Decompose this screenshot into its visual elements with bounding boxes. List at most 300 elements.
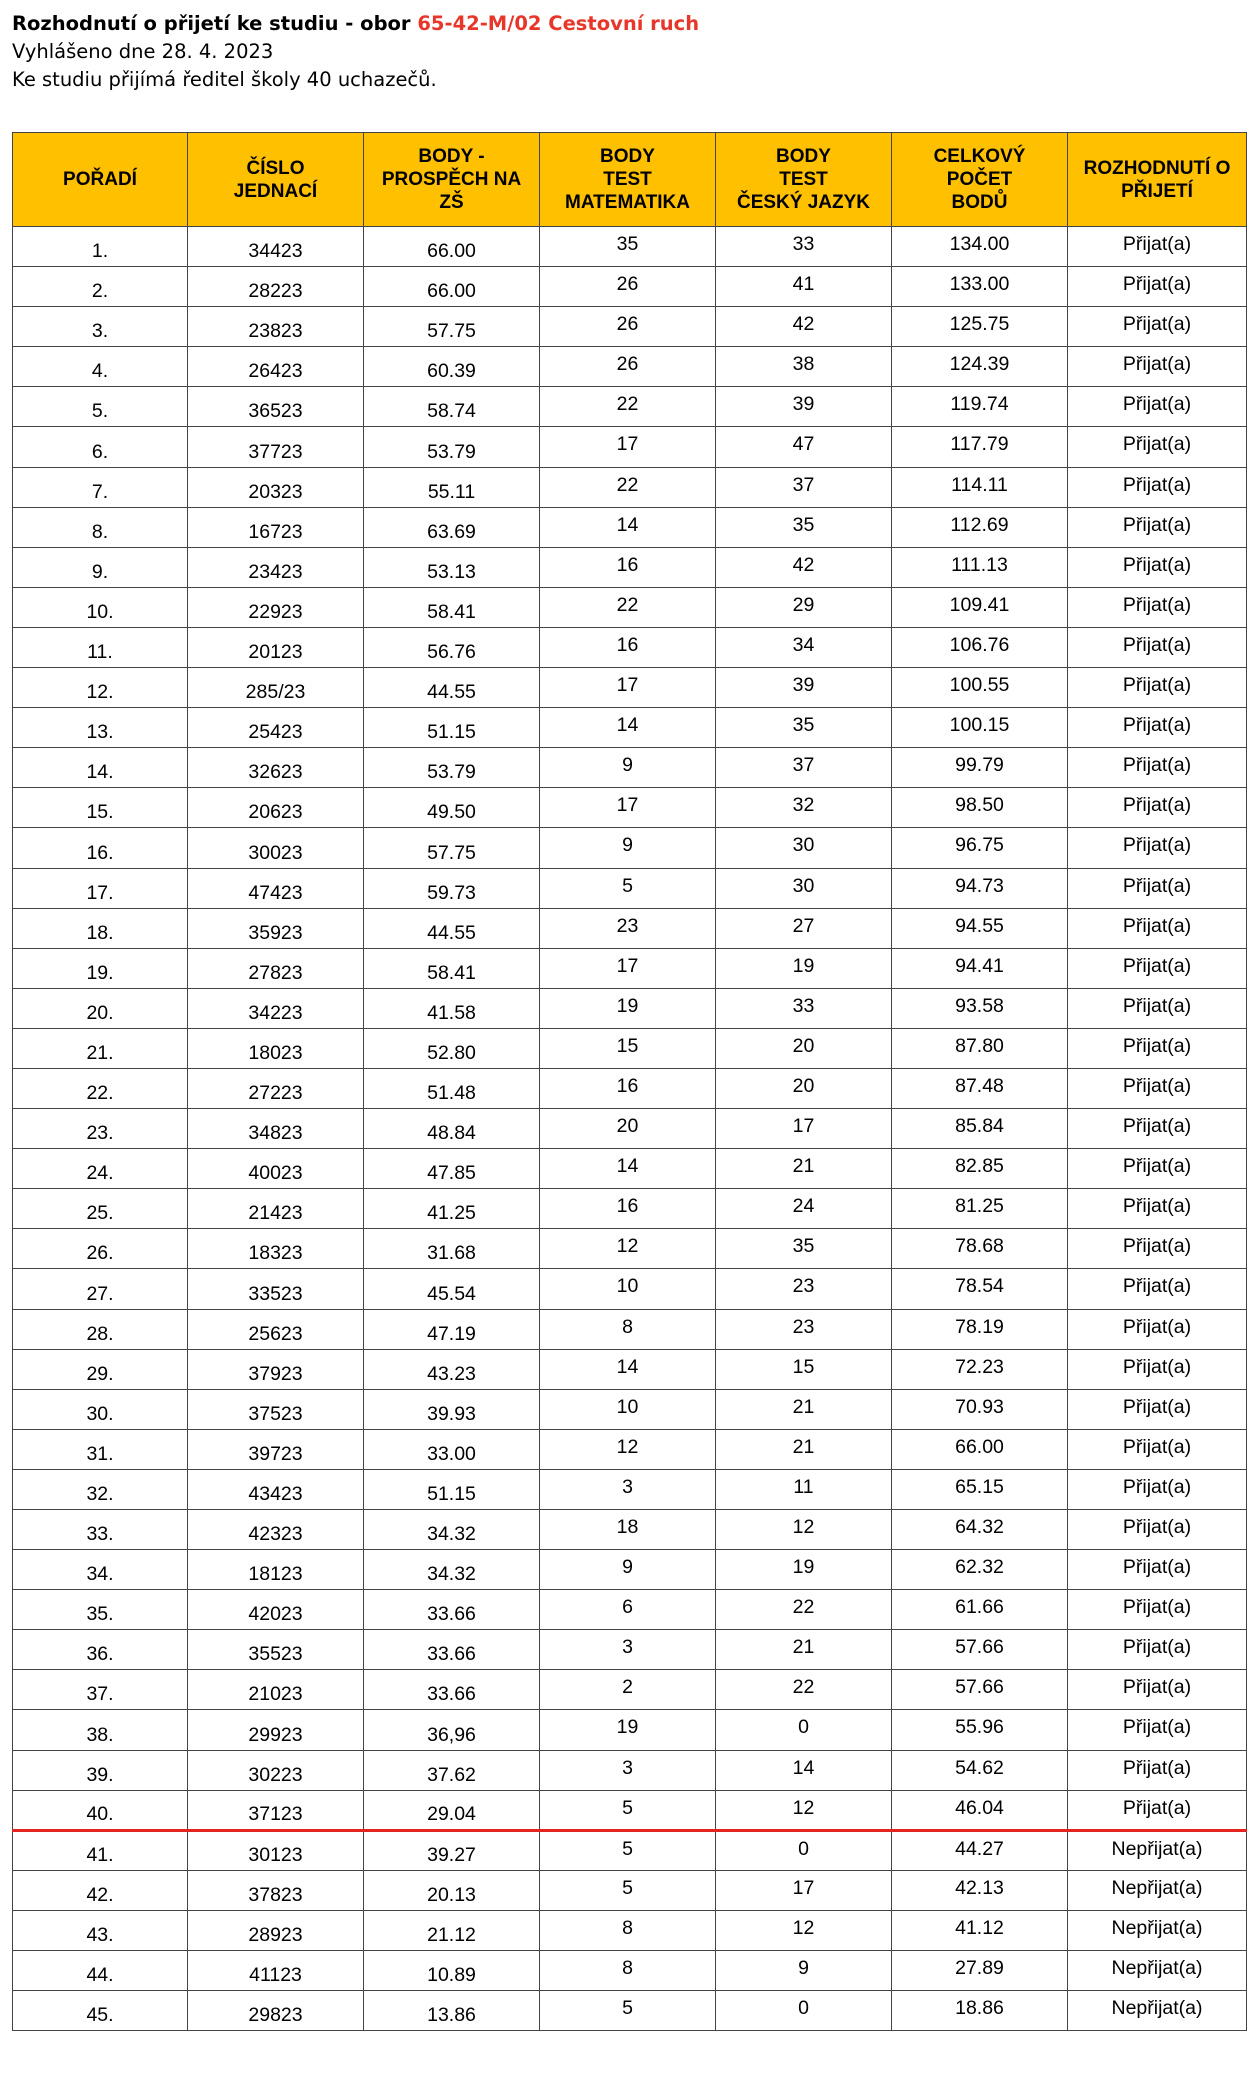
column-header-line: ČESKÝ JAZYK — [736, 192, 871, 213]
cell-admission-decision: Přijat(a) — [1068, 1109, 1247, 1149]
cell-math-test-points: 14 — [540, 1349, 716, 1389]
cell-czech-test-points: 47 — [716, 427, 892, 467]
cell-total-points: 119.74 — [892, 387, 1068, 427]
cell-reference-number: 23823 — [188, 307, 364, 347]
column-header-line: PŘIJETÍ — [1121, 180, 1193, 202]
cell-school-grades-points: 21.12 — [364, 1910, 540, 1950]
cell-admission-decision: Přijat(a) — [1068, 1028, 1247, 1068]
cell-math-test-points: 20 — [540, 1109, 716, 1149]
cell-school-grades-points: 48.84 — [364, 1109, 540, 1149]
table-row — [13, 427, 1247, 467]
column-header-reference-number — [188, 133, 364, 227]
cell-reference-number: 39723 — [188, 1429, 364, 1469]
cell-total-points: 61.66 — [892, 1590, 1068, 1630]
cell-rank: 18. — [13, 908, 188, 948]
cell-total-points: 106.76 — [892, 627, 1068, 667]
cell-rank: 38. — [13, 1710, 188, 1750]
cell-rank: 25. — [13, 1189, 188, 1229]
cell-admission-decision: Přijat(a) — [1068, 948, 1247, 988]
cell-czech-test-points: 19 — [716, 1550, 892, 1590]
table-row — [13, 1670, 1247, 1710]
cell-reference-number: 27823 — [188, 948, 364, 988]
cell-school-grades-points: 66.00 — [364, 267, 540, 307]
table-row — [13, 1028, 1247, 1068]
cell-czech-test-points: 32 — [716, 788, 892, 828]
announcement-date: Vyhlášeno dne 28. 4. 2023 — [12, 40, 274, 63]
cell-school-grades-points: 58.74 — [364, 387, 540, 427]
cell-total-points: 57.66 — [892, 1670, 1068, 1710]
cell-total-points: 125.75 — [892, 307, 1068, 347]
table-body — [13, 227, 1247, 2031]
cell-reference-number: 18123 — [188, 1550, 364, 1590]
cell-rank: 17. — [13, 868, 188, 908]
column-header-school-grades-points — [364, 133, 540, 227]
cell-admission-decision: Přijat(a) — [1068, 1670, 1247, 1710]
cell-math-test-points: 14 — [540, 507, 716, 547]
cell-czech-test-points: 12 — [716, 1510, 892, 1550]
cell-rank: 31. — [13, 1429, 188, 1469]
cell-rank: 8. — [13, 507, 188, 547]
cell-school-grades-points: 13.86 — [364, 1991, 540, 2031]
cell-school-grades-points: 44.55 — [364, 668, 540, 708]
cell-rank: 21. — [13, 1028, 188, 1068]
cell-math-test-points: 10 — [540, 1269, 716, 1309]
cell-admission-decision: Přijat(a) — [1068, 1269, 1247, 1309]
table-row — [13, 1429, 1247, 1469]
column-header-math-test-points — [540, 133, 716, 227]
column-header-line: POŘADÍ — [63, 169, 137, 190]
cell-czech-test-points: 20 — [716, 1068, 892, 1108]
cell-admission-decision: Přijat(a) — [1068, 868, 1247, 908]
cell-rank: 11. — [13, 627, 188, 667]
field-code: 65-42-M/02 Cestovní ruch — [417, 12, 700, 35]
cell-school-grades-points: 33.00 — [364, 1429, 540, 1469]
cell-school-grades-points: 52.80 — [364, 1028, 540, 1068]
cell-czech-test-points: 39 — [716, 668, 892, 708]
cell-math-test-points: 22 — [540, 587, 716, 627]
cell-rank: 42. — [13, 1870, 188, 1910]
cell-rank: 6. — [13, 427, 188, 467]
cell-admission-decision: Přijat(a) — [1068, 1510, 1247, 1550]
cell-total-points: 78.68 — [892, 1229, 1068, 1269]
admission-capacity: Ke studiu přijímá ředitel školy 40 uchazečů. — [12, 68, 437, 91]
cell-school-grades-points: 49.50 — [364, 788, 540, 828]
cell-reference-number: 32623 — [188, 748, 364, 788]
cell-czech-test-points: 23 — [716, 1309, 892, 1349]
cell-total-points: 78.54 — [892, 1269, 1068, 1309]
cell-total-points: 41.12 — [892, 1910, 1068, 1950]
cell-math-test-points: 18 — [540, 1510, 716, 1550]
table-row — [13, 868, 1247, 908]
cell-school-grades-points: 51.48 — [364, 1068, 540, 1108]
table-row — [13, 1991, 1247, 2031]
cell-admission-decision: Přijat(a) — [1068, 547, 1247, 587]
table-row — [13, 668, 1247, 708]
cell-total-points: 100.55 — [892, 668, 1068, 708]
table-row — [13, 1510, 1247, 1550]
cell-admission-decision: Přijat(a) — [1068, 708, 1247, 748]
cell-czech-test-points: 14 — [716, 1750, 892, 1790]
cell-reference-number: 41123 — [188, 1951, 364, 1991]
cell-reference-number: 30223 — [188, 1750, 364, 1790]
column-header-line: TEST — [779, 169, 828, 190]
cell-czech-test-points: 21 — [716, 1429, 892, 1469]
cell-czech-test-points: 9 — [716, 1951, 892, 1991]
table-row — [13, 1830, 1247, 1870]
cell-rank: 2. — [13, 267, 188, 307]
cell-rank: 9. — [13, 547, 188, 587]
cell-math-test-points: 16 — [540, 547, 716, 587]
cell-admission-decision: Přijat(a) — [1068, 1189, 1247, 1229]
table-row — [13, 1109, 1247, 1149]
cell-rank: 44. — [13, 1951, 188, 1991]
cell-school-grades-points: 58.41 — [364, 948, 540, 988]
cell-total-points: 94.73 — [892, 868, 1068, 908]
cell-czech-test-points: 37 — [716, 748, 892, 788]
cell-czech-test-points: 24 — [716, 1189, 892, 1229]
table-row — [13, 1790, 1247, 1830]
cell-czech-test-points: 12 — [716, 1790, 892, 1830]
cell-admission-decision: Přijat(a) — [1068, 668, 1247, 708]
cell-czech-test-points: 33 — [716, 988, 892, 1028]
cell-reference-number: 34823 — [188, 1109, 364, 1149]
cell-math-test-points: 22 — [540, 387, 716, 427]
cell-school-grades-points: 37.62 — [364, 1750, 540, 1790]
cell-reference-number: 47423 — [188, 868, 364, 908]
cell-total-points: 87.48 — [892, 1068, 1068, 1108]
cell-math-test-points: 3 — [540, 1469, 716, 1509]
cell-math-test-points: 16 — [540, 1189, 716, 1229]
cell-czech-test-points: 19 — [716, 948, 892, 988]
table-row — [13, 387, 1247, 427]
table-row — [13, 748, 1247, 788]
table-row — [13, 507, 1247, 547]
cell-admission-decision: Přijat(a) — [1068, 1229, 1247, 1269]
cell-school-grades-points: 39.93 — [364, 1389, 540, 1429]
cell-math-test-points: 5 — [540, 1991, 716, 2031]
cell-school-grades-points: 36,96 — [364, 1710, 540, 1750]
cell-rank: 45. — [13, 1991, 188, 2031]
cell-rank: 13. — [13, 708, 188, 748]
cell-total-points: 81.25 — [892, 1189, 1068, 1229]
cell-rank: 16. — [13, 828, 188, 868]
cell-school-grades-points: 31.68 — [364, 1229, 540, 1269]
cell-rank: 36. — [13, 1630, 188, 1670]
cell-admission-decision: Přijat(a) — [1068, 467, 1247, 507]
cell-rank: 33. — [13, 1510, 188, 1550]
cell-reference-number: 42323 — [188, 1510, 364, 1550]
cell-total-points: 117.79 — [892, 427, 1068, 467]
cell-reference-number: 25423 — [188, 708, 364, 748]
cell-total-points: 124.39 — [892, 347, 1068, 387]
cell-reference-number: 21023 — [188, 1670, 364, 1710]
cell-total-points: 70.93 — [892, 1389, 1068, 1429]
cell-math-test-points: 10 — [540, 1389, 716, 1429]
cell-admission-decision: Přijat(a) — [1068, 788, 1247, 828]
cell-czech-test-points: 35 — [716, 1229, 892, 1269]
cell-reference-number: 37923 — [188, 1349, 364, 1389]
cell-reference-number: 42023 — [188, 1590, 364, 1630]
cell-czech-test-points: 0 — [716, 1830, 892, 1870]
column-header-line: BODY — [776, 146, 831, 167]
cell-math-test-points: 17 — [540, 668, 716, 708]
cell-rank: 40. — [13, 1790, 188, 1830]
cell-school-grades-points: 66.00 — [364, 227, 540, 267]
cell-math-test-points: 5 — [540, 868, 716, 908]
cell-reference-number: 285/23 — [188, 668, 364, 708]
cell-admission-decision: Přijat(a) — [1068, 347, 1247, 387]
table-row — [13, 1189, 1247, 1229]
table-row — [13, 1710, 1247, 1750]
cell-rank: 22. — [13, 1068, 188, 1108]
cell-reference-number: 43423 — [188, 1469, 364, 1509]
cell-math-test-points: 5 — [540, 1870, 716, 1910]
cell-czech-test-points: 35 — [716, 507, 892, 547]
cell-admission-decision: Přijat(a) — [1068, 1068, 1247, 1108]
cell-rank: 10. — [13, 587, 188, 627]
cell-admission-decision: Přijat(a) — [1068, 1710, 1247, 1750]
cell-reference-number: 37523 — [188, 1389, 364, 1429]
cell-reference-number: 34423 — [188, 227, 364, 267]
cell-admission-decision: Nepřijat(a) — [1068, 1951, 1247, 1991]
cell-rank: 24. — [13, 1149, 188, 1189]
cell-czech-test-points: 29 — [716, 587, 892, 627]
cell-reference-number: 34223 — [188, 988, 364, 1028]
table-header-row — [13, 133, 1247, 227]
cell-admission-decision: Přijat(a) — [1068, 507, 1247, 547]
cell-rank: 29. — [13, 1349, 188, 1389]
table-row — [13, 1349, 1247, 1389]
table-row — [13, 1229, 1247, 1269]
cell-school-grades-points: 41.58 — [364, 988, 540, 1028]
column-header-line: POČET — [946, 169, 1013, 190]
cell-math-test-points: 17 — [540, 427, 716, 467]
cell-total-points: 133.00 — [892, 267, 1068, 307]
cell-math-test-points: 3 — [540, 1750, 716, 1790]
column-header-rank — [13, 133, 188, 227]
cell-admission-decision: Přijat(a) — [1068, 1149, 1247, 1189]
cell-reference-number: 25623 — [188, 1309, 364, 1349]
table-row — [13, 347, 1247, 387]
cell-total-points: 44.27 — [892, 1830, 1068, 1870]
cell-reference-number: 16723 — [188, 507, 364, 547]
cell-math-test-points: 17 — [540, 788, 716, 828]
cell-math-test-points: 26 — [540, 347, 716, 387]
cell-czech-test-points: 38 — [716, 347, 892, 387]
cell-rank: 15. — [13, 788, 188, 828]
cell-reference-number: 23423 — [188, 547, 364, 587]
cell-school-grades-points: 60.39 — [364, 347, 540, 387]
cell-school-grades-points: 33.66 — [364, 1630, 540, 1670]
cell-rank: 26. — [13, 1229, 188, 1269]
cell-math-test-points: 23 — [540, 908, 716, 948]
table-row — [13, 467, 1247, 507]
cell-math-test-points: 6 — [540, 1590, 716, 1630]
table-row — [13, 1068, 1247, 1108]
cell-total-points: 109.41 — [892, 587, 1068, 627]
cell-school-grades-points: 56.76 — [364, 627, 540, 667]
table-row — [13, 708, 1247, 748]
cell-total-points: 111.13 — [892, 547, 1068, 587]
cell-reference-number: 26423 — [188, 347, 364, 387]
cell-total-points: 85.84 — [892, 1109, 1068, 1149]
cell-admission-decision: Přijat(a) — [1068, 587, 1247, 627]
column-header-line: PROSPĚCH NA — [381, 169, 522, 190]
cell-total-points: 66.00 — [892, 1429, 1068, 1469]
table-row — [13, 1269, 1247, 1309]
cell-rank: 19. — [13, 948, 188, 988]
cell-school-grades-points: 53.79 — [364, 427, 540, 467]
cell-rank: 23. — [13, 1109, 188, 1149]
cell-admission-decision: Nepřijat(a) — [1068, 1991, 1247, 2031]
cell-czech-test-points: 34 — [716, 627, 892, 667]
cell-reference-number: 28223 — [188, 267, 364, 307]
cell-math-test-points: 9 — [540, 828, 716, 868]
cell-reference-number: 18323 — [188, 1229, 364, 1269]
page-title — [12, 10, 699, 38]
cell-total-points: 72.23 — [892, 1349, 1068, 1389]
cell-total-points: 78.19 — [892, 1309, 1068, 1349]
cell-math-test-points: 5 — [540, 1830, 716, 1870]
cell-math-test-points: 15 — [540, 1028, 716, 1068]
cell-reference-number: 35923 — [188, 908, 364, 948]
cell-admission-decision: Přijat(a) — [1068, 908, 1247, 948]
cell-admission-decision: Přijat(a) — [1068, 1550, 1247, 1590]
cell-admission-decision: Přijat(a) — [1068, 1630, 1247, 1670]
cell-czech-test-points: 15 — [716, 1349, 892, 1389]
cell-czech-test-points: 0 — [716, 1991, 892, 2031]
table-row — [13, 788, 1247, 828]
table-row — [13, 988, 1247, 1028]
cell-total-points: 64.32 — [892, 1510, 1068, 1550]
cell-czech-test-points: 11 — [716, 1469, 892, 1509]
cell-total-points: 96.75 — [892, 828, 1068, 868]
cell-admission-decision: Přijat(a) — [1068, 1349, 1247, 1389]
cell-math-test-points: 16 — [540, 1068, 716, 1108]
cell-reference-number: 40023 — [188, 1149, 364, 1189]
cell-reference-number: 37823 — [188, 1870, 364, 1910]
cell-math-test-points: 19 — [540, 988, 716, 1028]
title-prefix: Rozhodnutí o přijetí ke studiu - obor — [12, 12, 418, 35]
table-row — [13, 227, 1247, 267]
cell-total-points: 93.58 — [892, 988, 1068, 1028]
cell-admission-decision: Přijat(a) — [1068, 627, 1247, 667]
cell-reference-number: 20323 — [188, 467, 364, 507]
cell-rank: 20. — [13, 988, 188, 1028]
column-header-admission-decision — [1068, 133, 1247, 227]
cell-czech-test-points: 33 — [716, 227, 892, 267]
cell-school-grades-points: 29.04 — [364, 1790, 540, 1830]
cell-math-test-points: 14 — [540, 708, 716, 748]
cell-school-grades-points: 33.66 — [364, 1590, 540, 1630]
cell-math-test-points: 16 — [540, 627, 716, 667]
document-header — [12, 10, 699, 94]
cell-math-test-points: 12 — [540, 1229, 716, 1269]
cell-rank: 1. — [13, 227, 188, 267]
column-header-total-points — [892, 133, 1068, 227]
cell-reference-number: 18023 — [188, 1028, 364, 1068]
cell-czech-test-points: 22 — [716, 1670, 892, 1710]
cell-total-points: 57.66 — [892, 1630, 1068, 1670]
cell-total-points: 62.32 — [892, 1550, 1068, 1590]
cell-admission-decision: Přijat(a) — [1068, 387, 1247, 427]
cell-math-test-points: 26 — [540, 267, 716, 307]
cell-admission-decision: Přijat(a) — [1068, 828, 1247, 868]
column-header-line: ROZHODNUTÍ O — [1083, 157, 1231, 179]
cell-school-grades-points: 59.73 — [364, 868, 540, 908]
cell-admission-decision: Přijat(a) — [1068, 307, 1247, 347]
cell-reference-number: 30023 — [188, 828, 364, 868]
cell-admission-decision: Přijat(a) — [1068, 1469, 1247, 1509]
cell-reference-number: 20623 — [188, 788, 364, 828]
cell-admission-decision: Přijat(a) — [1068, 1750, 1247, 1790]
cell-rank: 30. — [13, 1389, 188, 1429]
cell-admission-decision: Přijat(a) — [1068, 227, 1247, 267]
column-header-line: BODY - — [418, 146, 485, 167]
cell-reference-number: 30123 — [188, 1830, 364, 1870]
table-row — [13, 627, 1247, 667]
cell-school-grades-points: 39.27 — [364, 1830, 540, 1870]
table-row — [13, 1870, 1247, 1910]
cell-rank: 7. — [13, 467, 188, 507]
cell-czech-test-points: 39 — [716, 387, 892, 427]
column-header-line: BODŮ — [951, 192, 1008, 213]
cell-rank: 43. — [13, 1910, 188, 1950]
cell-total-points: 27.89 — [892, 1951, 1068, 1991]
cell-reference-number: 36523 — [188, 387, 364, 427]
column-header-line: JEDNACÍ — [233, 180, 318, 202]
cell-rank: 32. — [13, 1469, 188, 1509]
cell-czech-test-points: 37 — [716, 467, 892, 507]
table-row — [13, 267, 1247, 307]
cell-math-test-points: 14 — [540, 1149, 716, 1189]
cell-school-grades-points: 33.66 — [364, 1670, 540, 1710]
cell-school-grades-points: 41.25 — [364, 1189, 540, 1229]
cell-school-grades-points: 53.13 — [364, 547, 540, 587]
cell-rank: 28. — [13, 1309, 188, 1349]
cell-rank: 3. — [13, 307, 188, 347]
cell-reference-number: 29923 — [188, 1710, 364, 1750]
cell-total-points: 99.79 — [892, 748, 1068, 788]
cell-czech-test-points: 20 — [716, 1028, 892, 1068]
table-row — [13, 1550, 1247, 1590]
cell-school-grades-points: 51.15 — [364, 1469, 540, 1509]
cell-rank: 34. — [13, 1550, 188, 1590]
cell-rank: 5. — [13, 387, 188, 427]
table-row — [13, 547, 1247, 587]
cell-school-grades-points: 45.54 — [364, 1269, 540, 1309]
cell-admission-decision: Nepřijat(a) — [1068, 1870, 1247, 1910]
cell-admission-decision: Přijat(a) — [1068, 1429, 1247, 1469]
cell-czech-test-points: 42 — [716, 307, 892, 347]
cell-reference-number: 29823 — [188, 1991, 364, 2031]
cell-math-test-points: 22 — [540, 467, 716, 507]
cell-admission-decision: Přijat(a) — [1068, 267, 1247, 307]
cell-czech-test-points: 21 — [716, 1389, 892, 1429]
table-row — [13, 1389, 1247, 1429]
table-row — [13, 307, 1247, 347]
cell-czech-test-points: 21 — [716, 1630, 892, 1670]
column-header-line: CELKOVÝ — [933, 146, 1026, 167]
cell-total-points: 18.86 — [892, 1991, 1068, 2031]
cell-rank: 27. — [13, 1269, 188, 1309]
cell-rank: 14. — [13, 748, 188, 788]
table-row — [13, 828, 1247, 868]
cell-school-grades-points: 10.89 — [364, 1951, 540, 1991]
column-header-czech-test-points — [716, 133, 892, 227]
table-row — [13, 1149, 1247, 1189]
cell-reference-number: 37123 — [188, 1790, 364, 1830]
